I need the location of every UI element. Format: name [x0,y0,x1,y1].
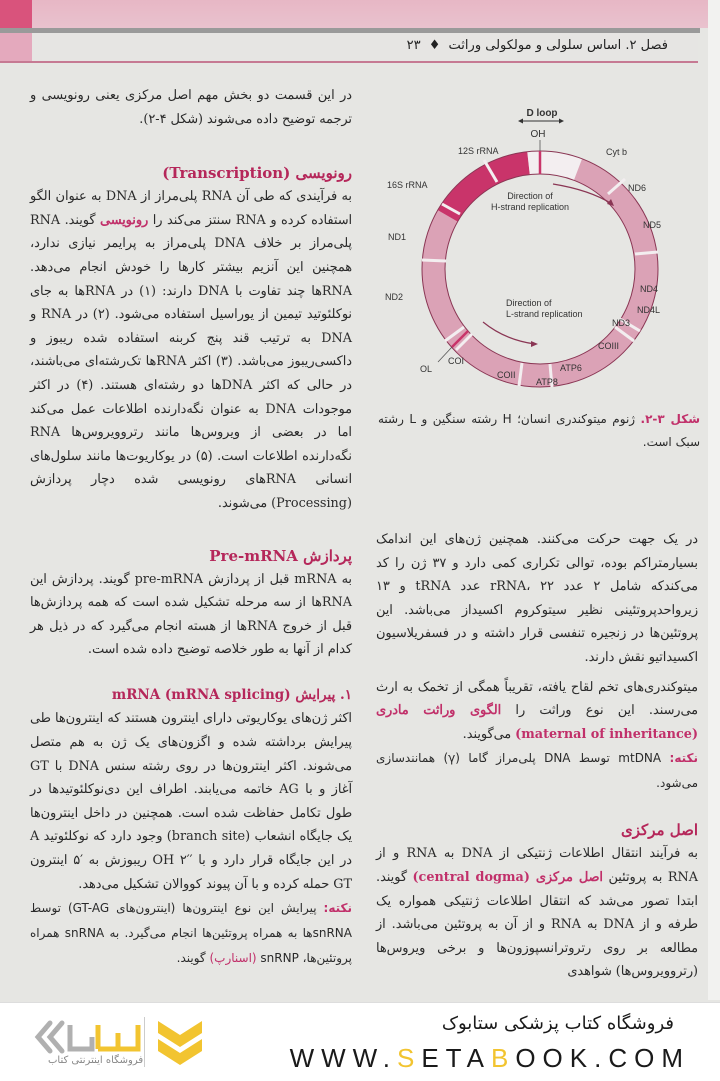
central-dogma-paragraph [376,842,698,984]
mitochondrial-genome-figure [380,104,700,404]
text-run: به فرآیندی که طی آن RNA پلی‌مراز از DNA به عنوان الگو استفاده کرده و RNA سنتز می‌کند را [30,189,352,228]
note-label: نکته: [669,751,698,766]
url-part: ETA [421,1043,491,1073]
text-run: mtDNA توسط DNA پلی‌مراز گاما (γ) همانندسازی می‌شود. [376,751,698,791]
transcription-paragraph [30,185,352,515]
highlight-term: اصل مرکزی (central dogma) [412,869,603,885]
premrna-paragraph: به mRNA قبل از پردازش pre-mRNA گویند. پردازش این RNAها از سه مرحله تشکیل شده است که همه پردازش‌ها قبل از خروج RNAها از هسته انجام می‌گیرد که در ذیل هر کدام از آنها به طور خلاصه توضیح داده شده است. [30,571,352,658]
logo-subtitle: فروشگاه اینترنتی کتاب [48,1055,144,1066]
setabook-logo[interactable] [30,1015,220,1075]
gene-label-nd3: ND3 [612,318,631,328]
diamond-bullet-icon: ♦ [428,38,441,53]
intro-paragraph: در این قسمت دو بخش مهم اصل مرکزی یعنی رونویسی و ترجمه توضیح داده می‌شوند (شکل ۴-۲). [30,88,352,127]
page-edge [708,0,720,1000]
page-number: ۲۳ [406,38,421,53]
gene-label-nd4: ND4 [640,284,659,294]
oh-label: OH [530,129,546,140]
left-column [30,84,352,971]
gene-label-atp6: ATP6 [560,363,582,373]
gene-label-coi: COI [448,356,465,366]
logo-glyph-yellow [98,1025,138,1049]
url-accent-letter: B [490,1043,516,1073]
figure-caption [378,408,700,454]
store-url-link[interactable] [290,1043,690,1074]
logo-glyph-gray [70,1025,92,1049]
d-loop-segment [529,162,579,169]
right-column [376,528,698,984]
url-accent-letter: S [397,1043,422,1073]
l-strand-label-1: Direction of [506,298,552,308]
splicing-paragraph: اکثر ژن‌های یوکاریوتی دارای اینترون هستند که اینترون‌ها طی پیرایش برداشته شده و اگزون‌های یک ژن به هم متصل می‌شوند. اکثر اینترون‌ها در روی رشته سنس DNA با GT آغاز و با AG خاتمه می‌یابند. اطراف این دی‌نوکلئوتیدها در طول تکامل حفاظت شده است. همچنین در داخل اینترون‌ها یک جایگاه انشعاب (branch site) وجود دارد که نوکلئوتید A در این جایگاه قرار دارد و با ′OH ۲′ ریبوزش به ′۵ اینترون GT حمله کرده و با آن پیوند کووالان تشکیل می‌دهد. [30,711,353,892]
h-strand-label-1: Direction of [507,191,553,201]
url-part: OOK.COM [515,1043,690,1073]
url-part: WWW. [289,1043,397,1073]
chevron-down-logo-icon [158,1021,202,1065]
running-header-title [407,38,668,53]
running-header [0,33,698,63]
text-run: گویند. ابتدا تصور می‌شد که انتقال اطلاعات ژنتیکی همواره یک طرفه و از DNA به RNA و از آن به پروتئین می‌باشد. از مطالعه بر روی رتروترانسپوزون‌ها و برخی ویروس‌ها (رتروویروس‌ها) شواهدی [376,869,698,980]
figure-number: شکل ۳-۲. [640,412,701,426]
highlight-term: الگوی وراثت مادری [376,703,502,719]
highlight-term: رونویسی [100,212,149,228]
mtdna-ring-diagram [380,104,700,404]
gene-label-nd2: ND2 [385,292,404,302]
highlight-term-english: (maternal of inheritance) [515,726,698,742]
transcription-heading: رونویسی (Transcription) [162,164,352,183]
chapter-tab-marker-light [0,33,32,61]
chapter-title: فصل ۲. اساس سلولی و مولکولی وراثت [448,38,668,53]
gene-label-coiii: COIII [598,341,620,351]
chapter-tab-marker [0,0,32,28]
text-run: می‌گویند. [462,726,516,742]
highlight-term: (اسنارپ) [209,951,257,966]
text-run: پیرایش این نوع اینترون‌ها (اینترون‌های GT-AG) توسط snRNAها به همراه پروتئین‌ها انجام می‌گیرد. به snRNA همراه پروتئین‌ها، snRNP [30,901,352,966]
gene-label-12s-rrna: 12S rRNA [458,146,499,156]
arrowhead-right-icon [559,119,564,124]
gene-label-coii: COII [497,370,516,380]
gene-label-nd4l: ND4L [637,305,661,315]
maternal-inheritance-paragraph [376,676,698,747]
arrowhead-left-icon [518,119,523,124]
central-dogma-heading: اصل مرکزی [621,821,698,840]
text-run: میتوکندری‌های تخم لقاح یافته، تقریباً همگی از تخمک به ارث می‌رسند. این نوع وراثت را [376,679,699,719]
mtdna-genes-paragraph: در یک جهت حرکت می‌کنند. همچنین ژن‌های این اندامک بسیارمتراکم بوده، توالی تکراری کمی دارد و ۳۷ ژن را کد می‌کندکه شامل ۲ عدد rRNA، ۲۲ عدد tRNA و ۱۳ زیرواحدپروتئینی نظیر سیتوکروم اکسیداز می‌باشد. این پروتئین‌ها در زنجیره تنفسی قرار داشته و در فسفریلاسیون اکسیداتیو نقش دارند. [376,532,699,665]
top-color-band [0,0,708,28]
store-banner[interactable] [0,1002,720,1081]
l-strand-label-2: L-strand replication [506,309,583,319]
ol-label: OL [420,364,433,374]
figure-caption-text: ژنوم میتوکندری انسان؛ H رشته سنگین و L رشته سبک است. [378,412,700,449]
d-loop-label: D loop [526,108,558,119]
store-name: فروشگاه کتاب پزشکی ستابوک [441,1013,674,1034]
gene-label-nd6: ND6 [628,183,647,193]
h-strand-label-2: H-strand replication [490,202,570,212]
gene-label-nd1: ND1 [388,232,407,242]
mtdna-note [376,746,698,796]
logo-divider [144,1017,145,1067]
splicing-note [30,896,352,971]
double-chevron-left-icon [38,1023,62,1051]
text-run: به فرآیند انتقال اطلاعات ژنتیکی از DNA به RNA و از RNA به پروتئین [376,846,698,885]
text-run: گویند. RNA پلی‌مراز بر خلاف DNA پلی‌مراز به پرایمر نیازی ندارد، همچنین این آنزیم بیشتر کارها را خودش انجام می‌دهد. RNAها چند تفاوت با DNA دارند: (۱) در RNAها به جای نوکلئوتید تیمین از یوراسیل استفاده می‌شود. (۲) در RNA و DNA به ترتیب قند پنج کربنه استفاده شده ریبوز و داکسی‌ریبوز می‌باشد. (۳) اکثر RNAها تک‌رشته‌ای می‌باشند، در حالی که اکثر DNAها دو رشته‌ای هستند. (۴) در اکثر موجودات DNA به عنوان نگه‌دارنده اطلاعات عمل می‌کند اما در بعضی از ویروس‌ها مانند رتروویروس‌ها RNA نگه‌دارنده اطلاعات است. (۵) در یوکاریوت‌ها مانند سلول‌های انسانی RNAهای رونویسی شده دچار پردازش (Processing) می‌شوند. [30,212,352,511]
note-label: نکته: [323,901,353,916]
gene-label-nd5: ND5 [643,220,662,230]
splicing-heading: ۱. پیرایش mRNA (mRNA splicing) [111,686,352,703]
premrna-heading: پردازش Pre-mRNA [209,546,352,565]
gene-label-cyt-b: Cyt b [606,147,628,157]
gene-label-16s-rrna: 16S rRNA [387,180,428,190]
text-run: گویند. [176,951,210,966]
gene-label-atp8: ATP8 [536,377,558,387]
